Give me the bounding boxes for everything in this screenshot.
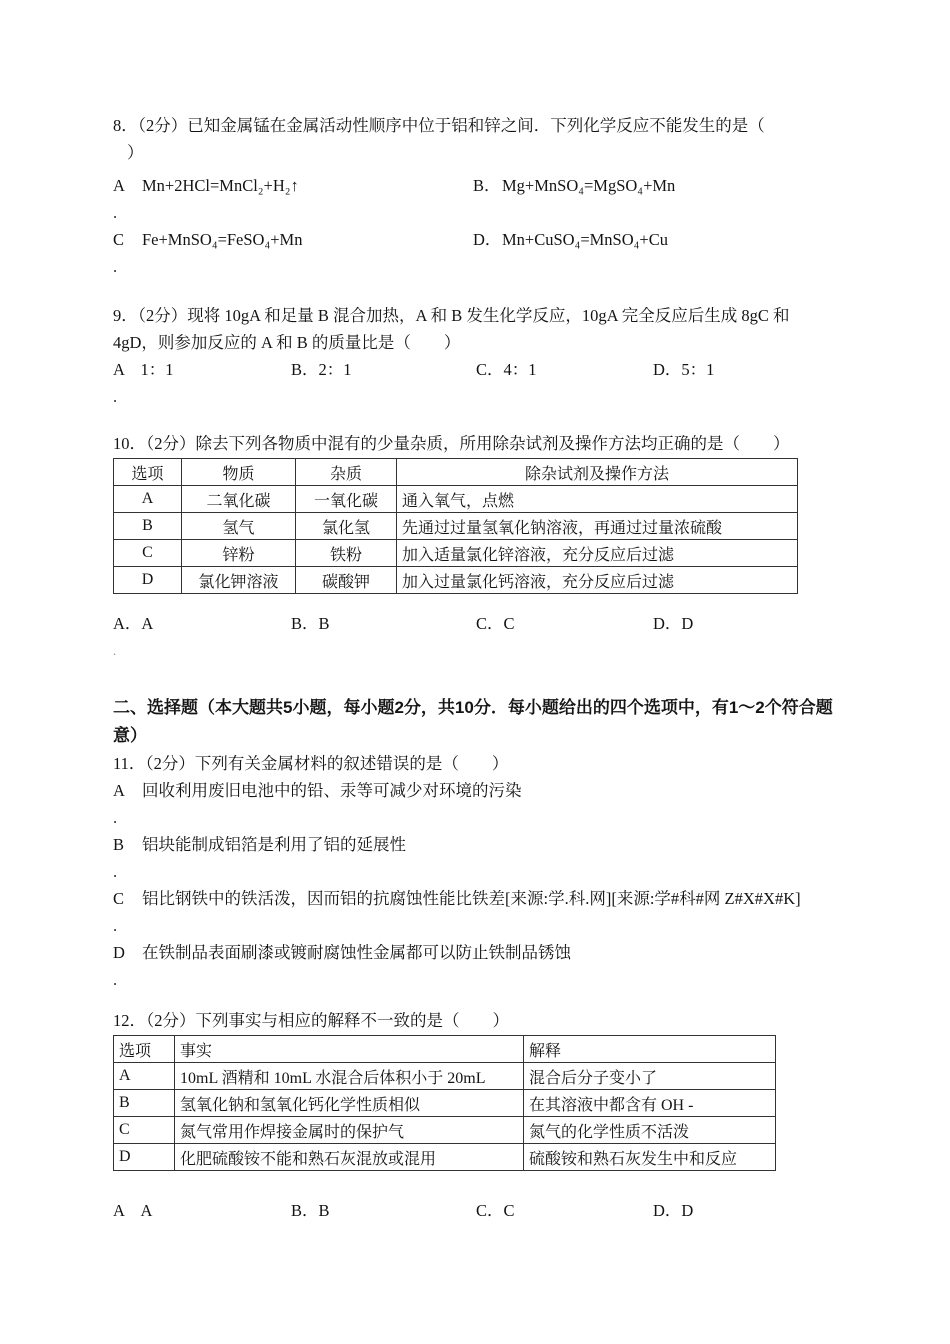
option-text: Mg+MnSO₄=MgSO₄+Mn bbox=[502, 176, 676, 195]
option-label: B． bbox=[473, 176, 501, 195]
question-10 bbox=[113, 430, 842, 664]
cell-impurity: 一氧化碳 bbox=[296, 486, 397, 513]
question-9-option-c: C．4：1 bbox=[476, 360, 537, 379]
question-12 bbox=[113, 1007, 842, 1224]
cell-option: B bbox=[114, 1090, 175, 1117]
option-text: Fe+MnSO₄=FeSO₄+Mn bbox=[142, 230, 303, 249]
stray-period: . bbox=[113, 643, 117, 658]
question-11 bbox=[113, 750, 842, 993]
stray-period: . bbox=[113, 916, 118, 935]
cell-substance: 锌粉 bbox=[182, 540, 296, 567]
option-label: C bbox=[113, 230, 125, 249]
question-11-option-a bbox=[113, 777, 842, 804]
cell-substance: 氢气 bbox=[182, 513, 296, 540]
cell-explanation: 氮气的化学性质不活泼 bbox=[524, 1117, 776, 1144]
cell-option: C bbox=[114, 1117, 175, 1144]
question-8-options-row-1 bbox=[113, 172, 842, 199]
column-header: 除杂试剂及操作方法 bbox=[397, 459, 798, 486]
table-row bbox=[114, 1144, 776, 1171]
question-11-text: 11．（2分）下列有关金属材料的叙述错误的是（ ） bbox=[113, 754, 509, 773]
option-label: C bbox=[113, 889, 125, 908]
question-10-option-b: B．B bbox=[291, 614, 330, 633]
cell-explanation: 在其溶液中都含有 OH - bbox=[524, 1090, 776, 1117]
question-9-text-line-2: 4gD，则参加反应的 A 和 B 的质量比是（ ） bbox=[113, 333, 461, 352]
column-header: 解释 bbox=[524, 1036, 776, 1063]
section-2-title-line-2: 意） bbox=[113, 726, 147, 745]
question-12-text: 12．（2分）下列事实与相应的解释不一致的是（ ） bbox=[113, 1011, 509, 1030]
question-12-option-a: A A bbox=[113, 1201, 153, 1220]
option-text: Mn+2HCl=MnCl₂+H₂↑ bbox=[142, 176, 299, 195]
option-label: B bbox=[113, 835, 125, 854]
cell-fact: 化肥硫酸铵不能和熟石灰混放或混用 bbox=[175, 1144, 524, 1171]
question-8-option-a bbox=[113, 172, 473, 199]
question-10-text: 10．（2分）除去下列各物质中混有的少量杂质，所用除杂试剂及操作方法均正确的是（ ） bbox=[113, 434, 790, 453]
option-text: 铝块能制成铝箔是利用了铝的延展性 bbox=[142, 835, 406, 854]
cell-method: 先通过过量氢氧化钠溶液，再通过过量浓硫酸 bbox=[397, 513, 798, 540]
question-8-option-d bbox=[473, 226, 842, 253]
cell-option: B bbox=[114, 513, 182, 540]
option-label: A bbox=[113, 781, 125, 800]
question-10-table bbox=[113, 458, 798, 594]
table-header-row bbox=[114, 1036, 776, 1063]
question-10-option-d: D．D bbox=[653, 614, 694, 633]
cell-option: D bbox=[114, 1144, 175, 1171]
question-9-option-a: A 1：1 bbox=[113, 360, 174, 379]
question-8-text-line-2: ） bbox=[127, 143, 144, 162]
cell-method: 加入过量氯化钙溶液，充分反应后过滤 bbox=[397, 567, 798, 594]
question-9 bbox=[113, 302, 842, 410]
option-label: A bbox=[113, 176, 125, 195]
stray-period: . bbox=[113, 257, 118, 276]
option-text: Mn+CuSO₄=MnSO₄+Cu bbox=[502, 230, 668, 249]
question-12-options-row bbox=[113, 1197, 842, 1224]
table-row bbox=[114, 486, 798, 513]
question-10-options-row bbox=[113, 610, 842, 637]
question-8-text-line-1: 8．（2分）已知金属锰在金属活动性顺序中位于铝和锌之间．下列化学反应不能发生的是（ bbox=[113, 116, 765, 135]
option-label: D． bbox=[473, 230, 502, 249]
question-9-option-d: D．5：1 bbox=[653, 360, 715, 379]
table-header-row bbox=[114, 459, 798, 486]
question-9-options-row bbox=[113, 356, 842, 383]
option-text: 回收利用废旧电池中的铅、汞等可减少对环境的污染 bbox=[142, 781, 522, 800]
table-row bbox=[114, 513, 798, 540]
cell-fact: 氢氧化钠和氢氧化钙化学性质相似 bbox=[175, 1090, 524, 1117]
option-label: D bbox=[113, 943, 125, 962]
stray-period: . bbox=[113, 862, 118, 881]
column-header: 事实 bbox=[175, 1036, 524, 1063]
cell-impurity: 碳酸钾 bbox=[296, 567, 397, 594]
table-row bbox=[114, 1063, 776, 1090]
question-11-option-c bbox=[113, 885, 842, 912]
column-header: 杂质 bbox=[296, 459, 397, 486]
question-12-option-b: B．B bbox=[291, 1201, 330, 1220]
question-12-option-d: D．D bbox=[653, 1201, 694, 1220]
cell-fact: 氮气常用作焊接金属时的保护气 bbox=[175, 1117, 524, 1144]
cell-impurity: 铁粉 bbox=[296, 540, 397, 567]
stray-period: . bbox=[113, 808, 118, 827]
stray-period: . bbox=[113, 387, 118, 406]
table-row bbox=[114, 540, 798, 567]
cell-method: 通入氧气，点燃 bbox=[397, 486, 798, 513]
section-2-title-line-1: 二、选择题（本大题共5小题，每小题2分，共10分．每小题给出的四个选项中，有1～2个符合题 bbox=[113, 698, 833, 717]
stray-period: . bbox=[113, 203, 118, 222]
question-8-options-row-2 bbox=[113, 226, 842, 253]
question-11-option-d bbox=[113, 939, 842, 966]
question-12-option-c: C．C bbox=[476, 1201, 515, 1220]
question-8 bbox=[113, 112, 842, 280]
section-2-header bbox=[113, 694, 842, 750]
cell-option: D bbox=[114, 567, 182, 594]
cell-option: A bbox=[114, 486, 182, 513]
table-row bbox=[114, 1117, 776, 1144]
question-10-option-c: C．C bbox=[476, 614, 515, 633]
cell-explanation: 硫酸铵和熟石灰发生中和反应 bbox=[524, 1144, 776, 1171]
cell-method: 加入适量氯化锌溶液，充分反应后过滤 bbox=[397, 540, 798, 567]
option-text: 在铁制品表面刷漆或镀耐腐蚀性金属都可以防止铁制品锈蚀 bbox=[142, 943, 571, 962]
question-8-option-c bbox=[113, 226, 473, 253]
question-9-option-b: B．2：1 bbox=[291, 360, 352, 379]
table-row bbox=[114, 567, 798, 594]
stray-period: . bbox=[113, 970, 118, 989]
column-header: 选项 bbox=[114, 1036, 175, 1063]
column-header: 选项 bbox=[114, 459, 182, 486]
question-8-option-b bbox=[473, 172, 842, 199]
cell-impurity: 氯化氢 bbox=[296, 513, 397, 540]
option-text: 铝比钢铁中的铁活泼，因而铝的抗腐蚀性能比铁差[来源:学.科.网][来源:学#科#网 Z#X#X#K] bbox=[142, 889, 801, 908]
cell-substance: 二氧化碳 bbox=[182, 486, 296, 513]
cell-substance: 氯化钾溶液 bbox=[182, 567, 296, 594]
cell-fact: 10mL 酒精和 10mL 水混合后体积小于 20mL bbox=[175, 1063, 524, 1090]
cell-explanation: 混合后分子变小了 bbox=[524, 1063, 776, 1090]
column-header: 物质 bbox=[182, 459, 296, 486]
question-9-text-line-1: 9．（2分）现将 10gA 和足量 B 混合加热，A 和 B 发生化学反应，10gA 完全反应后生成 8gC 和 bbox=[113, 306, 790, 325]
cell-option: A bbox=[114, 1063, 175, 1090]
cell-option: C bbox=[114, 540, 182, 567]
table-row bbox=[114, 1090, 776, 1117]
question-10-option-a: A．A bbox=[113, 614, 154, 633]
question-11-option-b bbox=[113, 831, 842, 858]
question-12-table bbox=[113, 1035, 776, 1171]
